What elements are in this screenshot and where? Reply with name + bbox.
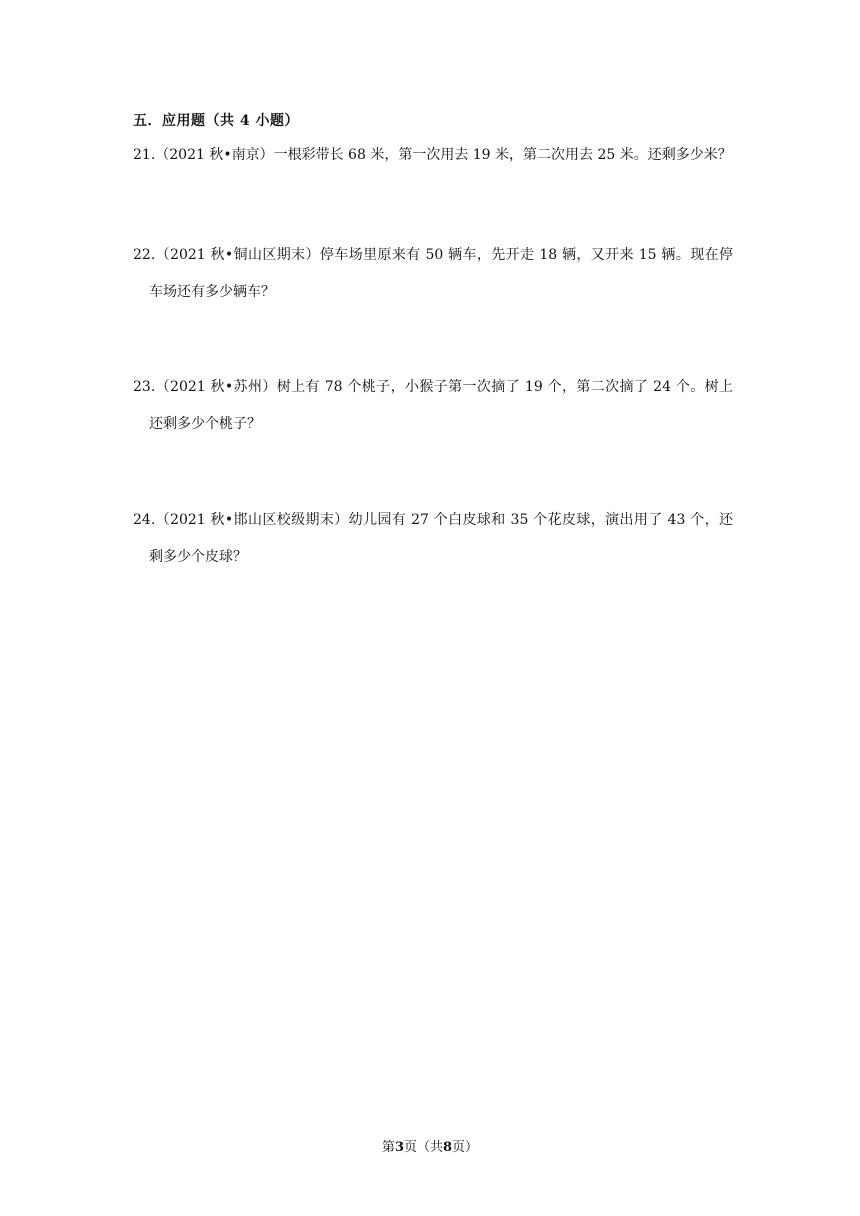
question-22 <box>133 237 733 311</box>
footer-suffix: 页） <box>452 1140 479 1155</box>
question-text-continued: 还剩多少个桃子？ <box>149 416 261 432</box>
question-text: 21.（2021 秋•南京）一根彩带长 68 米，第一次用去 19 米，第二次用去 25 米。还剩多少米？ <box>133 147 732 163</box>
question-24 <box>133 502 733 576</box>
footer-page-number: 3 <box>394 1140 404 1155</box>
question-21 <box>133 137 733 174</box>
question-text: 24.（2021 秋•邯山区校级期末）幼儿园有 27 个白皮球和 35 个花皮球，演出用了 43 个，还 <box>133 512 733 528</box>
question-23 <box>133 369 733 443</box>
section-title: 五．应用题（共 4 小题） <box>133 113 299 129</box>
question-text-continued: 剩多少个皮球？ <box>149 549 247 565</box>
question-text: 23.（2021 秋•苏州）树上有 78 个桃子，小猴子第一次摘了 19 个，第二次摘了 24 个。树上 <box>133 379 733 395</box>
page-footer <box>0 1136 860 1155</box>
footer-total-pages: 8 <box>443 1140 453 1155</box>
question-text: 22.（2021 秋•铜山区期末）停车场里原来有 50 辆车，先开走 18 辆，又开来 15 辆。现在停 <box>133 247 733 263</box>
question-text-continued: 车场还有多少辆车？ <box>149 284 275 300</box>
footer-prefix: 第 <box>381 1140 395 1155</box>
footer-middle: 页（共 <box>403 1140 443 1155</box>
